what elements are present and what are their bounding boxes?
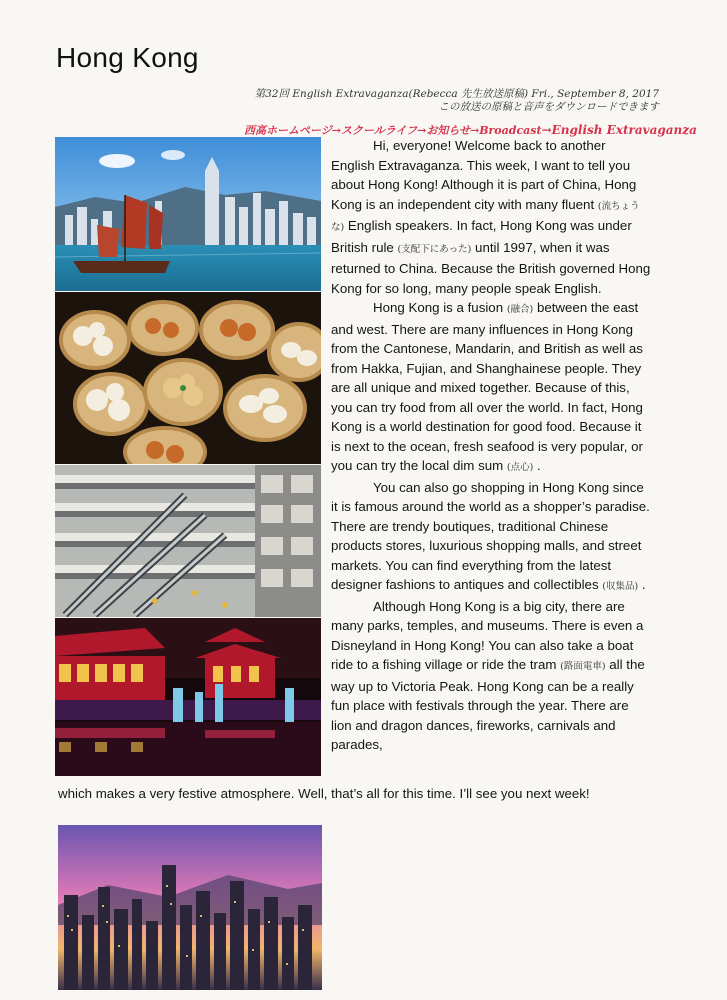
paragraph-text: between the east and west. There are many influences in Hong Kong from the Cantonese, Mandarin, and British as well as from Hakka, Fujian, and Shanghainese people. They are all unique and mixed together. Because of this, you can try food from all over the world. In fact, Hong Kong is a world destination for good food. Because it is next to the ocean, fresh seafood is very popular, or you can try the local dim sum [331,300,643,473]
gloss: (収集品) [602,581,639,592]
gloss: (流ちょうな) [331,200,640,233]
paragraph-text: . [641,577,646,592]
closing-line: which makes a very festive atmosphere. Well, that’s all for this time. I’ll see you next week! [58,786,590,801]
paragraph-text: You can also go shopping in Hong Kong since it is famous around the world as a shopper’s paradise. There are trendy boutiques, traditional Chinese products stores, luxurious shopping malls, and street markets. You can find everything from the latest designer fashions to antiques and collectibles [331,479,650,592]
harbour-skyline-photo [55,137,321,291]
paragraph-text: Hi, everyone! Welcome back to another English Extravaganza. This week, I want to tell you about Hong Kong! Although it is part of China, Hong Kong is an independent city with many fluent [331,138,637,212]
nav-path-arrow: → [541,123,552,137]
paragraph-1 [331,136,651,298]
article-body [331,136,651,755]
paragraph-4 [331,597,651,755]
temple-night-photo [55,618,321,776]
paragraph-text: Hong Kong is a fusion [373,300,504,315]
gloss: (点心) [506,462,534,473]
broadcast-info: 第32回 English Extravaganza(Rebecca 先生放送原稿) Fri., September 8, 2017 [254,88,659,100]
dim-sum-photo [55,292,321,464]
paragraph-text: . [537,458,541,473]
shopping-mall-photo [55,465,321,617]
paragraph-3 [331,478,651,597]
paragraph-text: all the way up to Victoria Peak. Hong Kong can be a really fun place with festivals through the year. There are lion and dragon dances, fireworks, carnivals and parades, [331,657,645,752]
paragraph-text: English speakers. In fact, Hong Kong was under British rule [331,218,632,255]
nav-path-final: English Extravaganza [551,123,697,137]
paragraph-text: Although Hong Kong is a big city, there are many parks, temples, and museums. There is even a Disneyland in Hong Kong! You can also take a boat ride to a fishing village or ride the tram [331,598,644,672]
page-title: Hong Kong [56,42,199,73]
gloss: (支配下にあった) [397,243,472,255]
gloss: (融合) [506,304,534,315]
download-note: この放送の原稿と音声をダウンロードできます [438,101,659,113]
dusk-skyline-photo [58,825,322,990]
paragraph-2 [331,298,651,478]
nav-path-steps: 西高ホームページ→スクールライフ→お知らせ→Broadcast [244,124,542,137]
gloss: (路面電車) [560,661,606,672]
paragraph-text: until 1997, when it was returned to China. Because the British governed Hong Kong for so long, many people speak English. [331,239,651,296]
